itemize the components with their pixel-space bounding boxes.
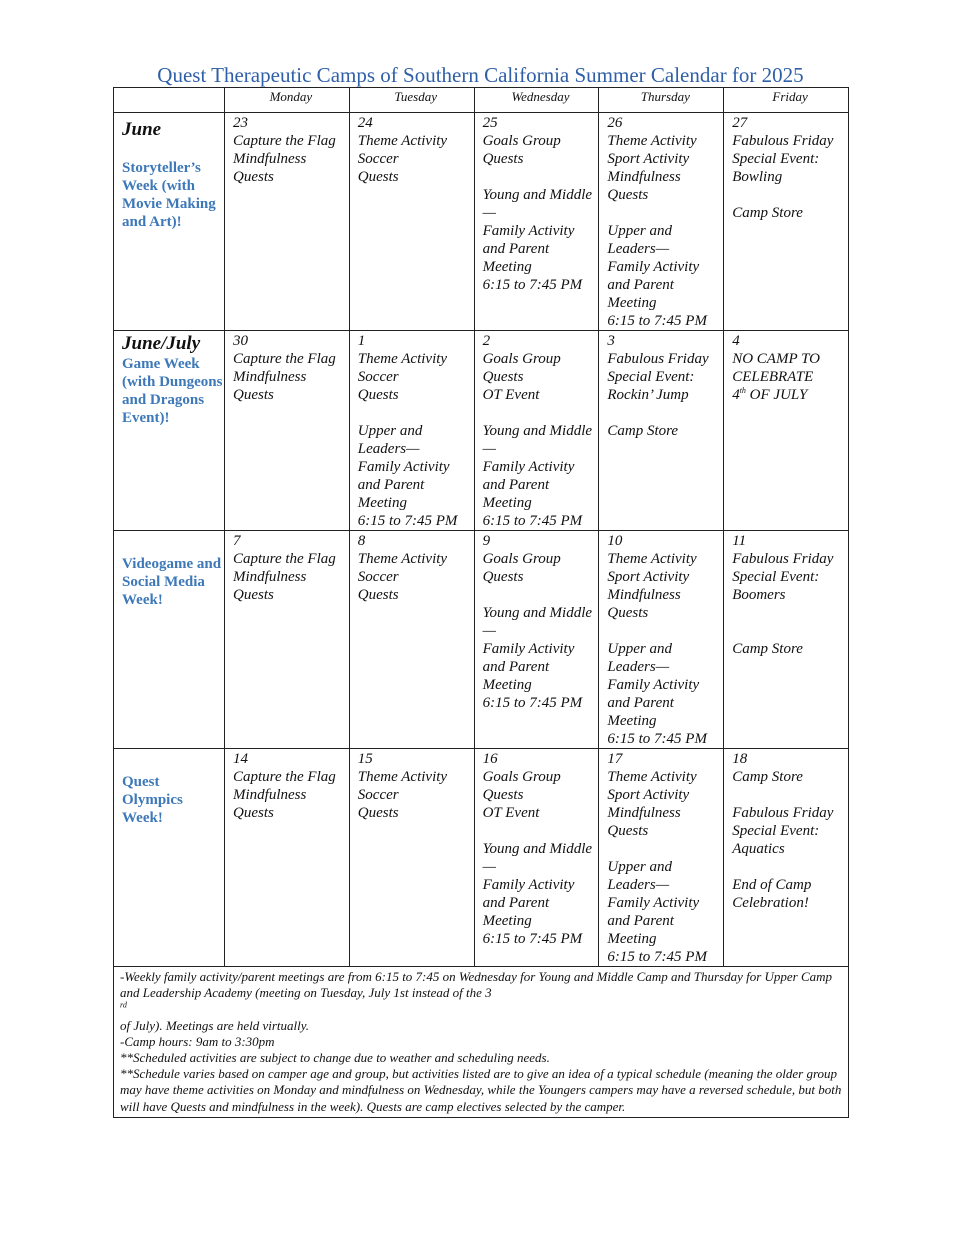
date-number: 8: [357, 533, 366, 549]
activities: Goals Group Quests Young and Middle— Family Activity and Parent Meeting 6:15 to 7:45 PM: [482, 551, 593, 711]
note-camp-hours: -Camp hours: 9am to 3:30pm: [120, 1033, 275, 1049]
date-number: 7: [233, 533, 241, 549]
day-cell: [724, 531, 849, 749]
activities: Fabulous Friday Special Event: Bowling Camp Store: [732, 133, 834, 221]
note-meetings: -Weekly family activity/parent meetings are from 6:15 to 7:45 on Wednesday for Young and Middle Camp and Thursday for Upper Camp and Leadership Academy (meeting on Tuesday, July 1st instead of the 3 $^{rd}$ of July). Meetings are held virtually.: [120, 969, 833, 1033]
week-theme: Videogame and Social Media Week!: [122, 556, 222, 608]
activities: Fabulous Friday Special Event: Rockin’ Jump Camp Store: [607, 351, 709, 439]
day-cell: [724, 749, 849, 967]
activities: Goals Group Quests Young and Middle— Family Activity and Parent Meeting 6:15 to 7:45 PM: [482, 133, 593, 293]
date-number: 16: [482, 751, 498, 767]
day-cell: [474, 531, 599, 749]
activities: Fabulous Friday Special Event: Boomers Camp Store: [732, 551, 834, 657]
date-number: 26: [607, 115, 623, 131]
activities: Theme Activity Sport Activity Mindfulness Quests Upper and Leaders— Family Activity and Parent Meeting 6:15 to 7:45 PM: [607, 769, 707, 965]
week-label: [114, 531, 225, 749]
day-cell: [225, 749, 350, 967]
day-cell: [724, 113, 849, 331]
day-cell: [349, 531, 474, 749]
notes-cell: [114, 967, 849, 1118]
date-number: 23: [233, 115, 248, 131]
week-label: [114, 749, 225, 967]
day-cell: [349, 749, 474, 967]
week-row: [114, 749, 849, 967]
date-number: 17: [607, 751, 623, 767]
day-cell: [225, 531, 350, 749]
calendar-table: [113, 87, 849, 1118]
week-row: [114, 531, 849, 749]
activities: Goals Group Quests OT Event Young and Middle— Family Activity and Parent Meeting 6:15 to 7:45 PM: [482, 351, 593, 529]
day-cell: [599, 749, 724, 967]
note-schedule-change: **Scheduled activities are subject to change due to weather and scheduling needs.: [120, 1050, 550, 1066]
date-number: 9: [482, 533, 491, 549]
day-header-thursday: Thursday: [599, 88, 724, 113]
month-label: June/July: [122, 333, 201, 354]
day-header-monday: Monday: [225, 88, 350, 113]
page-title: Quest Therapeutic Camps of Southern California Summer Calendar for 2025: [157, 63, 804, 87]
day-cell: [599, 113, 724, 331]
activities: Capture the Flag Mindfulness Quests: [233, 769, 336, 821]
corner-cell: [114, 88, 225, 113]
month-label: June: [122, 119, 162, 140]
date-number: 10: [607, 533, 623, 549]
week-theme: Quest Olympics Week!: [122, 774, 183, 826]
day-cell: [599, 331, 724, 531]
day-cell: [474, 749, 599, 967]
date-number: 4: [732, 333, 740, 349]
date-number: 2: [482, 333, 491, 349]
day-cell: [599, 531, 724, 749]
activities: Capture the Flag Mindfulness Quests: [233, 133, 336, 185]
week-theme: Game Week (with Dungeons and Dragons Event)!: [122, 356, 223, 426]
activities: Theme Activity Sport Activity Mindfulness Quests Upper and Leaders— Family Activity and Parent Meeting 6:15 to 7:45 PM: [607, 551, 707, 747]
date-number: 24: [357, 115, 373, 131]
notes-row: [114, 967, 849, 1118]
day-cell: [724, 331, 849, 531]
note-schedule-varies: **Schedule varies based on camper age and group, but activities listed are to give an idea of a typical schedule (meaning the older group may have theme activities on Monday and mindfulness on Wednesday, while the Youngers campers may have a reversed schedule, but both will have Quests and mindfulness in the week). Quests are camp electives selected by the camper.: [120, 1066, 842, 1114]
activities: Capture the Flag Mindfulness Quests: [233, 351, 336, 403]
week-label: [114, 331, 225, 531]
week-row: [114, 113, 849, 331]
date-number: 11: [732, 533, 747, 549]
activities: Theme Activity Soccer Quests: [357, 133, 448, 185]
activities: Camp Store Fabulous Friday Special Event: Aquatics End of Camp Celebration!: [732, 769, 834, 911]
day-header-wednesday: Wednesday: [474, 88, 599, 113]
activities: Capture the Flag Mindfulness Quests: [233, 551, 336, 603]
day-header-tuesday: Tuesday: [349, 88, 474, 113]
date-number: 18: [732, 751, 748, 767]
date-number: 3: [607, 333, 615, 349]
activities: Theme Activity Soccer Quests Upper and Leaders— Family Activity and Parent Meeting 6:15 to 7:45 PM: [357, 351, 458, 529]
activities: Theme Activity Soccer Quests: [357, 769, 448, 821]
activities: Theme Activity Sport Activity Mindfulness Quests Upper and Leaders— Family Activity and Parent Meeting 6:15 to 7:45 PM: [607, 133, 707, 329]
activities: NO CAMP TO CELEBRATE 4th OF JULY: [732, 351, 820, 403]
day-cell: [225, 113, 350, 331]
day-header-row: [114, 88, 849, 113]
activities: Goals Group Quests OT Event Young and Middle— Family Activity and Parent Meeting 6:15 to 7:45 PM: [482, 769, 593, 947]
date-number: 15: [357, 751, 373, 767]
date-number: 30: [233, 333, 248, 349]
week-theme: Storyteller’s Week (with Movie Making and Art)!: [122, 160, 216, 230]
day-cell: [474, 331, 599, 531]
day-cell: [349, 113, 474, 331]
day-header-friday: Friday: [724, 88, 849, 113]
activities: Theme Activity Soccer Quests: [357, 551, 448, 603]
date-number: 1: [357, 333, 366, 349]
day-cell: [225, 331, 350, 531]
week-row: [114, 331, 849, 531]
week-label: [114, 113, 225, 331]
date-number: 14: [233, 751, 248, 767]
day-cell: [349, 331, 474, 531]
day-cell: [474, 113, 599, 331]
date-number: 27: [732, 115, 748, 131]
date-number: 25: [482, 115, 498, 131]
